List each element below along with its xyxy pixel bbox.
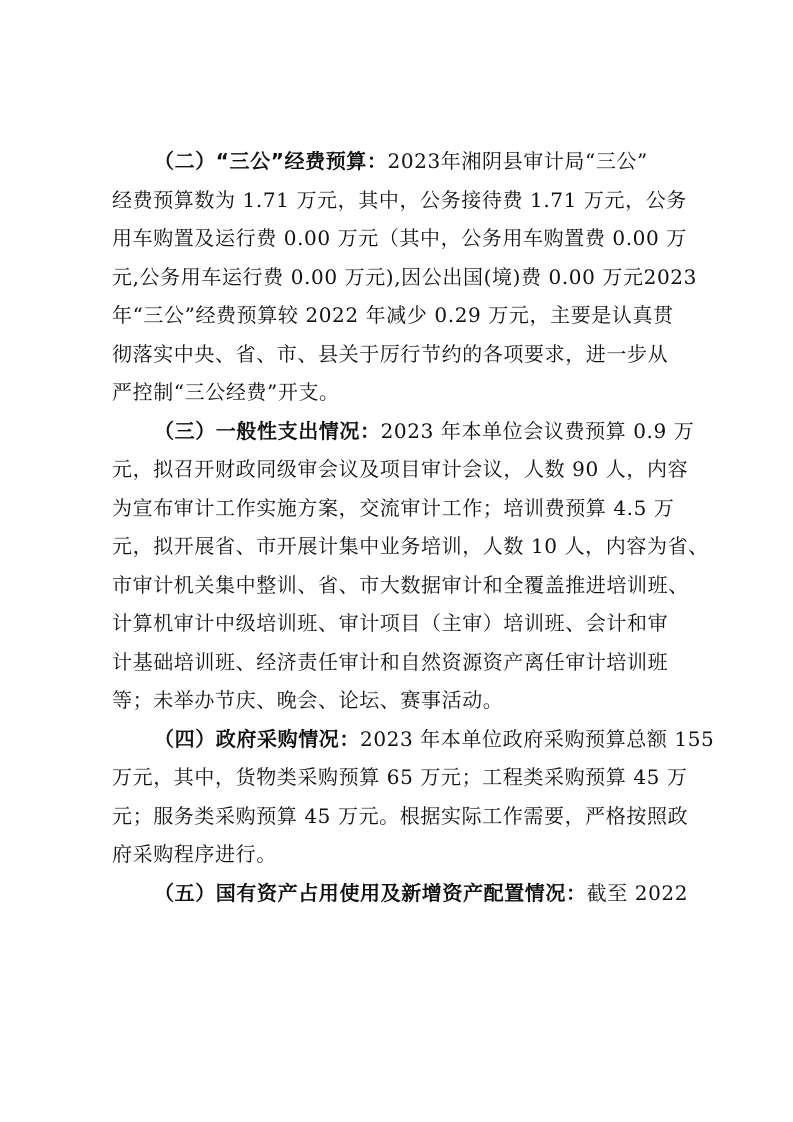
paragraph-p2 bbox=[112, 142, 697, 412]
paragraph-heading: （三）一般性支出情况： bbox=[154, 418, 381, 443]
document-body bbox=[112, 142, 715, 912]
paragraph-line bbox=[112, 720, 715, 759]
paragraph-line bbox=[112, 258, 697, 297]
paragraph-text: 经费预算数为 1.71 万元，其中，公务接待费 1.71 万元，公务 bbox=[112, 187, 687, 212]
paragraph-line bbox=[112, 874, 690, 913]
paragraph-line bbox=[112, 604, 690, 643]
paragraph-line bbox=[112, 450, 690, 489]
paragraph-text: 元,公务用车运行费 0.00 万元),因公出国(境)费 0.00 万元2023 bbox=[112, 264, 697, 289]
paragraph-line bbox=[112, 181, 690, 220]
paragraph-line bbox=[112, 412, 695, 451]
paragraph-line bbox=[112, 681, 690, 720]
paragraph-line bbox=[112, 219, 690, 258]
paragraph-text: 万元，其中，货物类采购预算 65 万元；工程类采购预算 45 万 bbox=[112, 765, 688, 789]
paragraph-text: 2023年湘阴县审计局“三公” bbox=[387, 149, 648, 173]
paragraph-heading: （五）国有资产占用使用及新增资产配置情况： bbox=[154, 880, 587, 905]
paragraph-text: 元，拟开展省、市开展计集中业务培训，人数 10 人，内容为省、 bbox=[112, 534, 709, 558]
paragraph-line bbox=[112, 527, 709, 566]
paragraph-line bbox=[112, 643, 690, 682]
paragraph-line bbox=[112, 758, 690, 797]
paragraph-line bbox=[112, 335, 690, 374]
paragraph-text: 用车购置及运行费 0.00 万元（其中，公务用车购置费 0.00 万 bbox=[112, 226, 687, 250]
paragraph-text: 截至 2022 bbox=[586, 880, 689, 905]
paragraph-line bbox=[112, 566, 690, 605]
paragraph-text: 元，拟召开财政同级审会议及项目审计会议，人数 90 人，内容 bbox=[112, 457, 689, 481]
paragraph-text: 元；服务类采购预算 45 万元。根据实际工作需要，严格按照政 bbox=[112, 803, 689, 828]
paragraph-text: 计算机审计中级培训班、审计项目（主审）培训班、会计和审 bbox=[112, 611, 669, 635]
paragraph-line bbox=[112, 296, 690, 335]
paragraph-p5 bbox=[112, 874, 690, 913]
paragraph-text: 严控制“三公经费”开支。 bbox=[112, 380, 340, 404]
paragraph-heading: （四）政府采购情况： bbox=[154, 726, 360, 751]
paragraph-heading: （二）“三公”经费预算： bbox=[154, 149, 388, 173]
paragraph-text: 计基础培训班、经济责任审计和自然资源资产离任审计培训班 bbox=[112, 649, 669, 674]
paragraph-line bbox=[112, 142, 690, 181]
paragraph-text: 2023 年本单位政府采购预算总额 155 bbox=[360, 726, 715, 751]
paragraph-line bbox=[112, 373, 690, 412]
paragraph-text: 2023 年本单位会议费预算 0.9 万 bbox=[380, 418, 695, 443]
paragraph-line bbox=[112, 489, 690, 528]
paragraph-p4 bbox=[112, 720, 715, 874]
paragraph-line bbox=[112, 797, 690, 836]
paragraph-text: 年“三公”经费预算较 2022 年减少 0.29 万元，主要是认真贯 bbox=[112, 303, 674, 327]
paragraph-p3 bbox=[112, 412, 709, 720]
paragraph-text: 为宣布审计工作实施方案，交流审计工作；培训费预算 4.5 万 bbox=[112, 495, 675, 520]
paragraph-text: 彻落实中央、省、市、县关于厉行节约的各项要求，进一步从 bbox=[112, 341, 669, 366]
paragraph-text: 等；未举办节庆、晚会、论坛、赛事活动。 bbox=[112, 688, 504, 712]
paragraph-line bbox=[112, 835, 690, 874]
paragraph-text: 市审计机关集中整训、省、市大数据审计和全覆盖推进培训班、 bbox=[112, 572, 689, 597]
paragraph-text: 府采购程序进行。 bbox=[112, 842, 277, 866]
